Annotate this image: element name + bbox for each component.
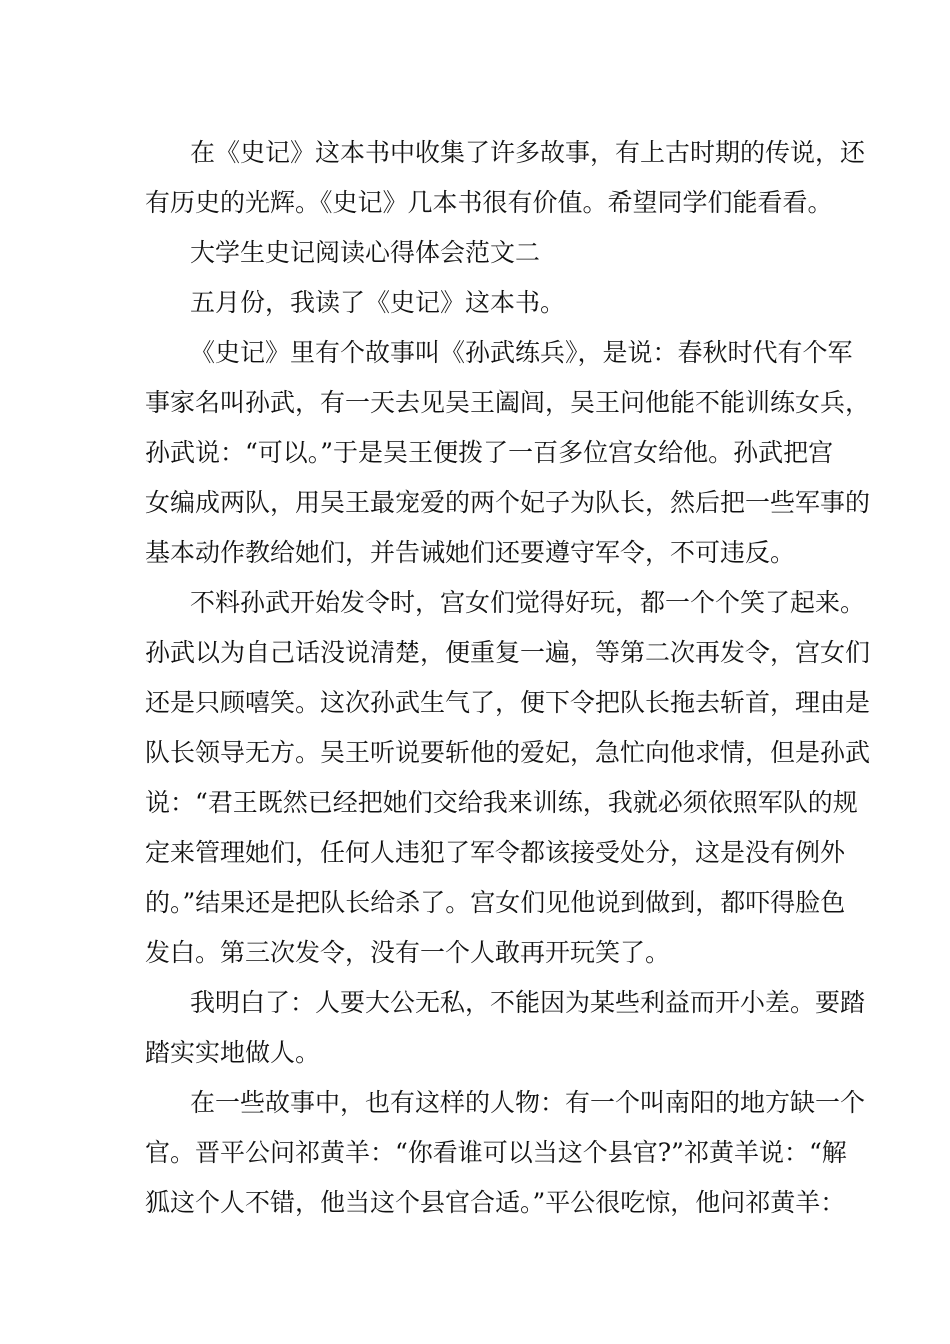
document-body [145,128,871,1228]
heading-line: 大学生史记阅读心得体会范文二 [190,238,541,267]
text-line: 孙武说：“可以。”于是吴王便拨了一百多位宫女给他。孙武把宫 [145,438,834,467]
text-line: 《史记》里有个故事叫《孙武练兵》，是说：春秋时代有个军 [190,338,853,367]
text-line: 官。晋平公问祁黄羊：“你看谁可以当这个县官?”祁黄羊说：“解 [145,1138,847,1167]
text-line: 踏实实地做人。 [145,1038,321,1067]
text-line: 我明白了：人要大公无私，不能因为某些利益而开小差。要踏 [190,988,866,1017]
text-line: 不料孙武开始发令时，宫女们觉得好玩，都一个个笑了起来。 [190,588,866,617]
text-line: 说：“君王既然已经把她们交给我来训练，我就必须依照军队的规 [145,788,858,817]
section-heading [145,228,811,278]
text-line: 女编成两队，用吴王最宠爱的两个妃子为队长，然后把一些军事的 [145,488,871,517]
paragraph-lesson [145,978,866,1078]
paragraph-opening [145,278,811,328]
text-line: 五月份，我读了《史记》这本书。 [190,288,566,317]
paragraph-story [145,328,871,578]
text-line: 的。”结果还是把队长给杀了。宫女们见他说到做到，都吓得脸色 [145,888,846,917]
text-line: 在《史记》这本书中收集了许多故事，有上古时期的传说，还 [190,138,866,167]
paragraph-drill [145,578,871,978]
text-line: 发白。第三次发令，没有一个人敢再开玩笑了。 [145,938,671,967]
text-line: 狐这个人不错，他当这个县官合适。”平公很吃惊，他问祁黄羊： [145,1188,846,1217]
text-line: 有历史的光辉。《史记》几本书很有价值。希望同学们能看看。 [145,188,833,217]
text-line: 基本动作教给她们，并告诫她们还要遵守军令，不可违反。 [145,538,796,567]
text-line: 队长领导无方。吴王听说要斩他的爱妃，急忙向他求情，但是孙武 [145,738,871,767]
text-line: 在一些故事中，也有这样的人物：有一个叫南阳的地方缺一个 [190,1088,866,1117]
paragraph-qi-huangyang [145,1078,866,1228]
paragraph-intro [145,128,866,228]
text-line: 事家名叫孙武，有一天去见吴王阖闾，吴王问他能不能训练女兵， [145,388,871,417]
text-line: 孙武以为自己话没说清楚，便重复一遍，等第二次再发令，宫女们 [145,638,871,667]
text-line: 定来管理她们，任何人违犯了军令都该接受处分，这是没有例外 [145,838,846,867]
text-line: 还是只顾嘻笑。这次孙武生气了，便下令把队长拖去斩首，理由是 [145,688,871,717]
